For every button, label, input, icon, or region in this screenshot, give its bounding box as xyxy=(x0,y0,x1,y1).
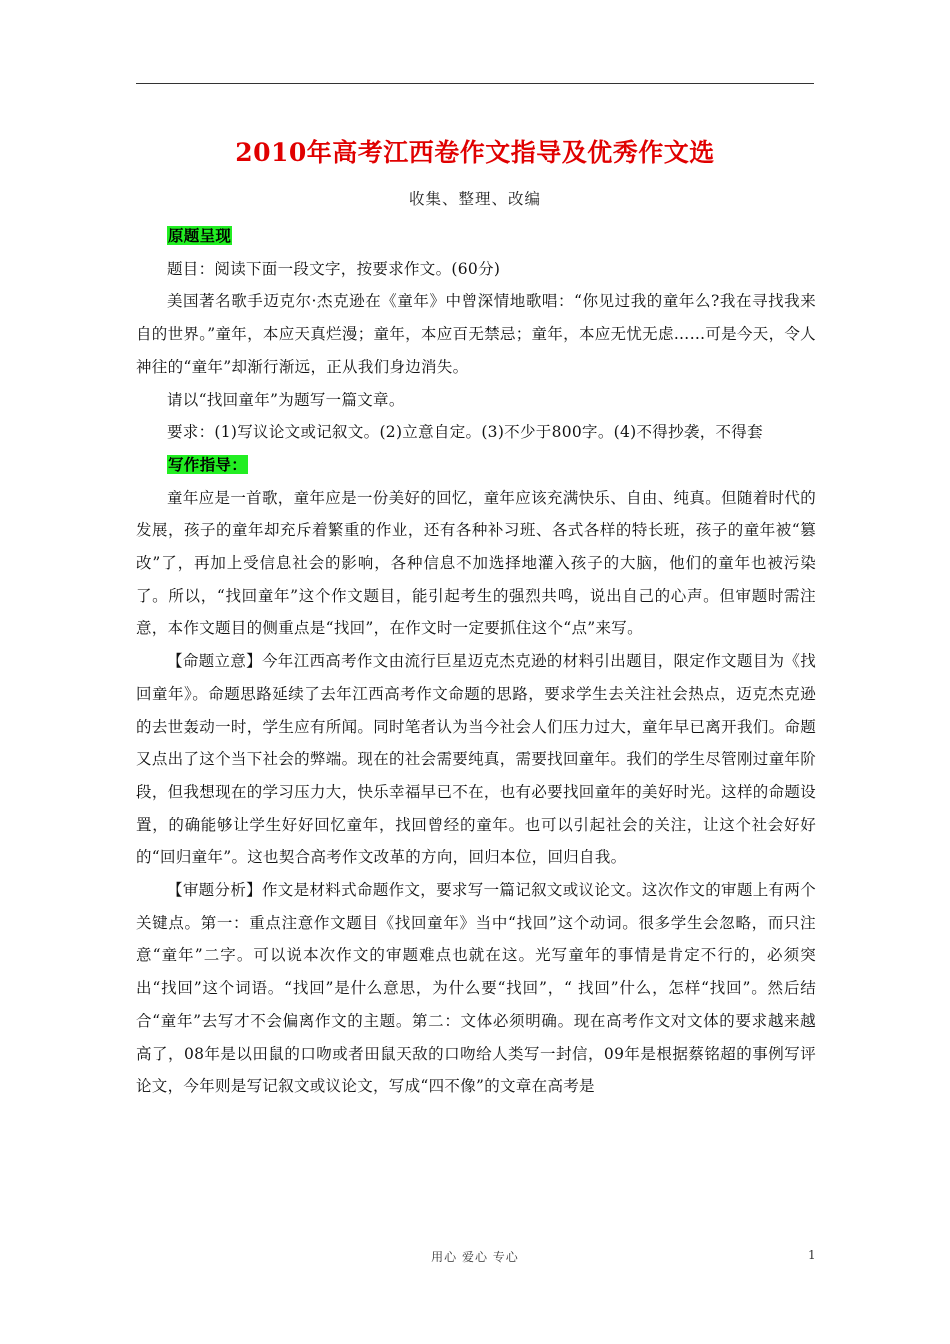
page-footer: 用心 爱心 专心 xyxy=(431,1250,519,1264)
paragraph-intent: 【命题立意】今年江西高考作文由流行巨星迈克杰克逊的材料引出题目，限定作文题目为《找回童年》。命题思路延续了去年江西高考作文命题的思路，要求学生去关注社会热点，迈克杰克逊的去世轰动一时，学生应有所闻。同时笔者认为当今社会人们压力过大，童年早已离开我们。命题又点出了这个当下社会的弊端。现在的社会需要纯真，需要找回童年。我们的学生尽管刚过童年阶段，但我想现在的学习压力大，快乐幸福早已不在，也有必要找回童年的美好时光。这样的命题设置，的确能够让学生好好回忆童年，找回曾经的童年。也可以引起社会的关注，让这个社会好好的“回归童年”。这也契合高考作文改革的方向，回归本位，回归自我。 xyxy=(136,652,816,867)
original-heading-highlight: 原题呈现 xyxy=(168,226,232,245)
guidance-heading-highlight: 写作指导： xyxy=(168,454,248,474)
paragraph-requirements: 要求：(1)写议论文或记叙文。(2)立意自定。(3)不少于800字。(4)不得抄袭，不得套 xyxy=(167,423,763,442)
document-body xyxy=(136,220,816,1103)
section-heading-original xyxy=(136,220,816,253)
paragraph-guidance: 童年应是一首歌，童年应是一份美好的回忆，童年应该充满快乐、自由、纯真。但随着时代的发展，孩子的童年却充斥着繁重的作业，还有各种补习班、各式各样的特长班，孩子的童年被“篡改”了，再加上受信息社会的影响，各种信息不加选择地灌入孩子的大脑，他们的童年也被污染了。所以，“找回童年”这个作文题目，能引起考生的强烈共鸣，说出自己的心声。但审题时需注意，本作文题目的侧重点是“找回”，在作文时一定要抓住这个“点”来写。 xyxy=(136,488,816,638)
paragraph-analysis: 【审题分析】作文是材料式命题作文，要求写一篇记叙文或议论文。这次作文的审题上有两个关键点。第一：重点注意作文题目《找回童年》当中“找回”这个动词。很多学生会忽略，而只注意“童年”二字。可以说本次作文的审题难点也就在这。光写童年的事情是肯定不行的，必须突出“找回”这个词语。“找回”是什么意思，为什么要“找回”，“ 找回”什么，怎样“找回”。然后结合“童年”去写才不会偏离作文的主题。第二：文体必须明确。现在高考作文对文体的要求越来越高了，08年是以田鼠的口吻或者田鼠天敌的口吻给人类写一封信，09年是根据蔡铭超的事例写评论文，今年则是写记叙文或议论文，写成“四不像”的文章在高考是 xyxy=(136,881,816,1096)
page-title: 2010年高考江西卷作文指导及优秀作文选 xyxy=(235,138,715,167)
page-number: 1 xyxy=(808,1248,816,1262)
header-rule xyxy=(136,83,814,84)
section-heading-guidance xyxy=(136,449,816,482)
paragraph-prompt: 题目：阅读下面一段文字，按要求作文。(60分) xyxy=(167,259,501,278)
paragraph-material: 美国著名歌手迈克尔·杰克逊在《童年》中曾深情地歌唱：“你见过我的童年么?我在寻找我来自的世界。”童年，本应天真烂漫；童年，本应百无禁忌；童年，本应无忧无虑……可是今天，令人神往的“童年”却渐行渐远，正从我们身边消失。 xyxy=(136,292,816,376)
page-subtitle: 收集、整理、改编 xyxy=(408,190,541,208)
paragraph-instruction: 请以“找回童年”为题写一篇文章。 xyxy=(167,390,405,409)
